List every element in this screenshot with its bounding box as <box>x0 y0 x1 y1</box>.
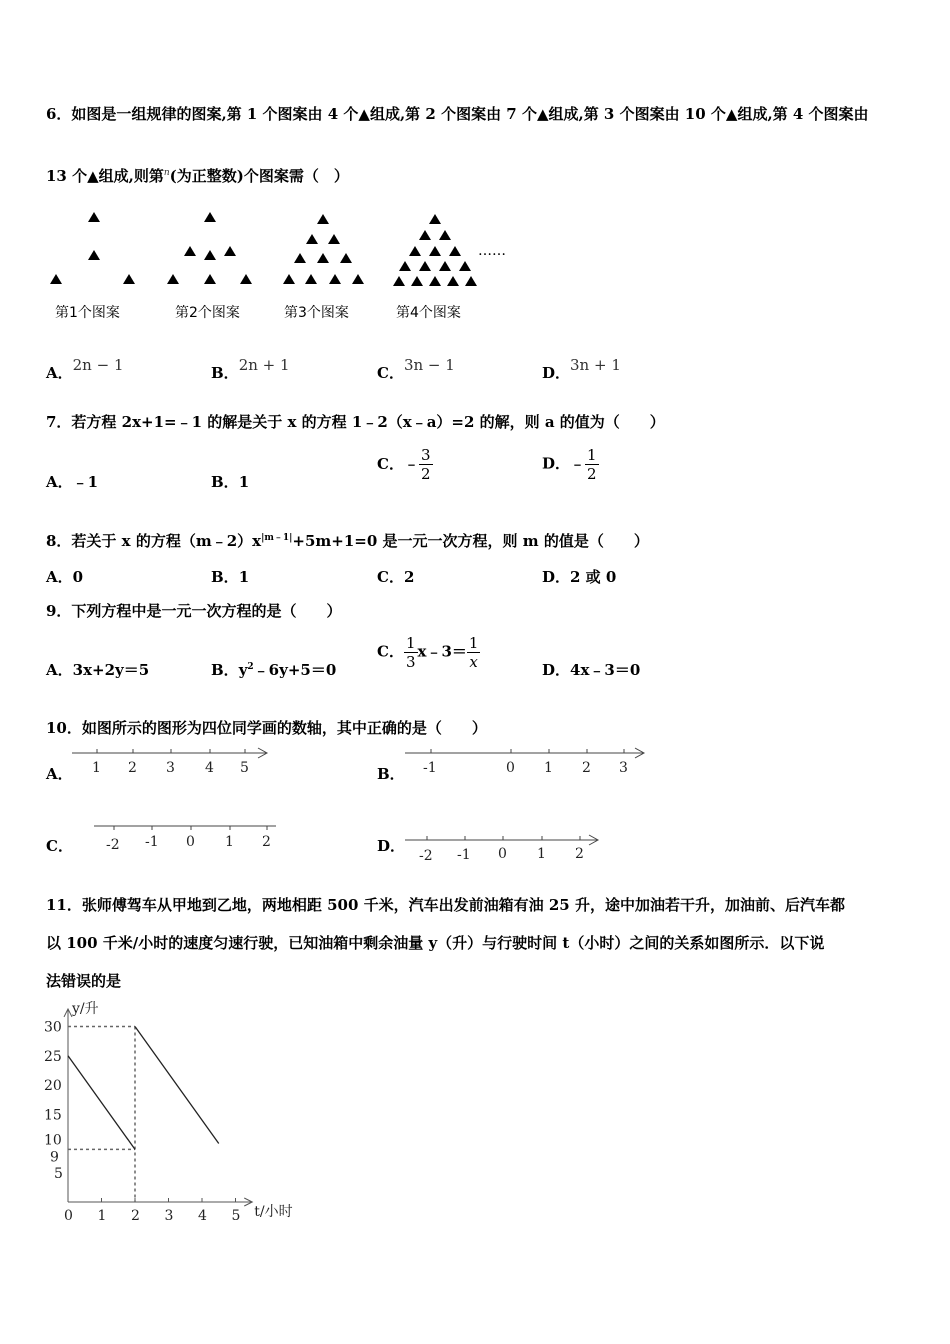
option-value: 2n + 1 <box>238 356 290 374</box>
fraction <box>585 446 599 483</box>
q6-caption-2: 第2个图案 <box>175 305 240 321</box>
fraction-denominator: 2 <box>420 465 431 483</box>
fraction-numerator: 1 <box>405 634 416 652</box>
tick-label: 1 <box>537 846 546 862</box>
option-value: 1 <box>238 568 250 586</box>
q7-option-d[interactable] <box>542 446 599 483</box>
triangle-icon <box>419 261 431 271</box>
triangle-icon <box>429 276 441 286</box>
option-value: 3n + 1 <box>570 356 621 374</box>
tick-label: 2 <box>575 846 584 862</box>
triangle-icon <box>329 274 341 284</box>
triangle-icon <box>204 250 216 260</box>
tick-label: 4 <box>205 760 214 776</box>
triangle-icon <box>393 276 405 286</box>
q6-stem-line2a: 13 个▲组成,则第 <box>46 167 164 185</box>
fraction-numerator: 3 <box>420 446 431 464</box>
x-tick-label: 1 <box>97 1208 107 1224</box>
triangle-icon <box>167 274 179 284</box>
option-value: 3x+2y＝5 <box>72 661 150 679</box>
triangle-icon <box>50 274 62 284</box>
q9-option-d[interactable] <box>542 659 640 680</box>
option-label: A． <box>46 568 73 586</box>
fraction <box>467 634 481 671</box>
tick-label: 0 <box>498 846 507 862</box>
option-label: D． <box>542 661 571 679</box>
y-tick-label: 20 <box>44 1078 62 1094</box>
triangle-icon <box>123 274 135 284</box>
tick-label: 1 <box>92 760 101 776</box>
q11-stem-line2: 以 100 千米/小时的速度匀速行驶，已知油箱中剩余油量 y（升）与行驶时间 t（小时）之间的关系如图所示．以下说 <box>46 934 825 952</box>
triangle-icon <box>204 212 216 222</box>
triangle-icon <box>240 274 252 284</box>
q9-option-c[interactable] <box>377 634 480 671</box>
q6-stem-line2 <box>46 165 349 186</box>
option-value-post: ﹣6y+5＝0 <box>253 661 337 679</box>
triangle-icon <box>411 276 423 286</box>
triangle-icon <box>88 212 100 222</box>
option-value: 3n − 1 <box>403 356 455 374</box>
option-label: C． <box>377 454 404 473</box>
option-label: D． <box>542 568 571 586</box>
y-tick-label: 25 <box>44 1048 62 1065</box>
pattern-2 <box>167 212 252 284</box>
tick-label: -1 <box>145 834 159 850</box>
q9-option-a[interactable] <box>46 659 149 680</box>
x-tick-label: 3 <box>164 1208 174 1224</box>
option-label: B． <box>211 661 239 679</box>
tick-label: -1 <box>423 760 437 776</box>
triangle-icon <box>439 261 451 271</box>
option-value: 4x﹣3＝0 <box>570 661 641 679</box>
q8-option-c[interactable] <box>377 566 414 587</box>
triangle-icon <box>459 261 471 271</box>
q9-option-b[interactable] <box>211 659 336 680</box>
number-line-b[interactable] <box>403 745 648 780</box>
fuel-chart <box>0 990 320 1230</box>
option-sign: ﹣ <box>403 454 419 473</box>
option-label: A． <box>46 364 73 382</box>
fraction-denominator: x <box>469 653 478 671</box>
triangle-icon <box>305 274 317 284</box>
number-line-d[interactable] <box>403 832 603 867</box>
triangle-icon <box>88 250 100 260</box>
option-label: C． <box>377 364 404 382</box>
pattern-3 <box>283 214 364 284</box>
option-value: ﹣1 <box>72 473 99 491</box>
q7-option-b[interactable] <box>211 471 249 492</box>
x-axis-label: t/小时 <box>254 1204 293 1220</box>
q6-option-d[interactable] <box>542 356 621 383</box>
option-label: D． <box>542 364 571 382</box>
q7-option-c[interactable] <box>377 446 433 483</box>
tick-label: 2 <box>582 760 591 776</box>
tick-label: 2 <box>128 760 137 776</box>
q6-caption-3: 第3个图案 <box>284 305 349 321</box>
triangle-icon <box>439 230 451 240</box>
triangle-icon <box>283 274 295 284</box>
q7-option-a[interactable] <box>46 471 98 492</box>
option-value-sup: 2 <box>247 662 254 672</box>
q8-option-a[interactable] <box>46 566 83 587</box>
q11-stem-line3: 法错误的是 <box>46 972 122 990</box>
option-value-pre: y <box>238 661 248 679</box>
fraction-denominator: 3 <box>405 653 416 671</box>
q8-option-b[interactable] <box>211 566 249 587</box>
q6-stem-line2b: (为正整数)个图案需（ ） <box>169 167 349 185</box>
fraction-numerator: 1 <box>587 446 597 464</box>
y-tick-label: 10 <box>44 1132 62 1149</box>
q8-stem-b: +5m+1=0 是一元一次方程，则 m 的值是（ ） <box>292 532 649 550</box>
y-tick-label: 15 <box>44 1107 62 1124</box>
pattern-4 <box>393 214 477 286</box>
option-value-mid: x﹣3＝ <box>417 642 467 661</box>
option-value: 0 <box>72 568 84 586</box>
option-value: 2 <box>403 568 415 586</box>
q6-caption-4: 第4个图案 <box>396 305 461 321</box>
triangle-icon <box>306 234 318 244</box>
x-tick-label: 4 <box>198 1208 207 1224</box>
option-label: D． <box>542 454 571 473</box>
series-line <box>68 1056 135 1150</box>
tick-label: 2 <box>262 834 271 850</box>
option-label: C． <box>377 568 404 586</box>
option-label: A． <box>46 473 73 491</box>
triangle-icon <box>317 214 329 224</box>
triangle-icon <box>294 253 306 263</box>
tick-label: -2 <box>419 848 433 864</box>
q6-option-a[interactable] <box>46 356 124 383</box>
option-label: A． <box>46 661 73 679</box>
tick-label: 5 <box>240 760 249 776</box>
q8-option-d[interactable] <box>542 566 616 587</box>
x-tick-label: 0 <box>64 1208 73 1224</box>
option-label: B． <box>211 364 239 382</box>
q8-exponent: |m﹣1| <box>261 533 293 543</box>
tick-label: -2 <box>106 837 120 853</box>
q8-stem <box>46 530 649 551</box>
q6-variable-n: n <box>163 168 170 178</box>
triangle-icon <box>204 274 216 284</box>
y-axis-label: y/升 <box>72 1000 99 1017</box>
q10-option-c-label[interactable]: C． <box>46 837 73 855</box>
triangle-icon <box>429 246 441 256</box>
q9-stem: 9．下列方程中是一元一次方程的是（ ） <box>46 602 342 620</box>
tick-label: 1 <box>225 834 234 850</box>
triangle-icon <box>447 276 459 286</box>
option-label: B． <box>211 568 239 586</box>
triangle-icon <box>184 246 196 256</box>
option-value: 1 <box>238 473 250 491</box>
series-line <box>135 1027 219 1144</box>
tick-label: -1 <box>457 847 471 863</box>
q10-option-a-label[interactable]: A． <box>46 765 73 783</box>
q7-stem: 7．若方程 2x+1=﹣1 的解是关于 x 的方程 1﹣2（x﹣a）=2 的解，则 a 的值为（ ） <box>46 413 665 431</box>
triangle-icon <box>409 246 421 256</box>
option-sign: ﹣ <box>570 454 586 473</box>
fraction-numerator: 1 <box>468 634 479 652</box>
option-label: B． <box>211 473 239 491</box>
x-tick-label: 2 <box>131 1208 140 1224</box>
x-tick-label: 5 <box>231 1208 241 1224</box>
triangle-icon <box>224 246 236 256</box>
q11-stem-line1: 11．张师傅驾车从甲地到乙地，两地相距 500 千米，汽车出发前油箱有油 25 升，途中加油若干升，加油前、后汽车都 <box>46 896 845 914</box>
tick-label: 0 <box>186 834 195 850</box>
q6-option-b[interactable] <box>211 356 290 383</box>
q10-option-d-label[interactable]: D． <box>377 837 406 855</box>
number-line-c[interactable] <box>92 818 282 858</box>
tick-label: 3 <box>166 760 175 776</box>
q6-option-c[interactable] <box>377 356 455 383</box>
q6-stem-line1: 6．如图是一组规律的图案,第 1 个图案由 4 个▲组成,第 2 个图案由 7 个▲组成,第 3 个图案由 10 个▲组成,第 4 个图案由 <box>46 105 869 123</box>
number-line-a[interactable] <box>70 745 275 780</box>
y-tick-label: 5 <box>54 1165 63 1182</box>
triangle-icon <box>328 234 340 244</box>
fraction-denominator: 2 <box>587 465 597 483</box>
option-value: 2n − 1 <box>72 356 124 374</box>
y-tick-label: 9 <box>50 1149 59 1166</box>
fraction <box>419 446 433 483</box>
triangle-icon <box>465 276 477 286</box>
y-tick-label: 30 <box>44 1019 62 1036</box>
tick-label: 0 <box>506 760 515 776</box>
triangle-icon <box>317 253 329 263</box>
triangle-icon <box>419 230 431 240</box>
q8-stem-a: 8．若关于 x 的方程（m﹣2）x <box>46 532 262 550</box>
triangle-icon <box>340 253 352 263</box>
triangle-icon <box>352 274 364 284</box>
q10-stem: 10．如图所示的图形为四位同学画的数轴，其中正确的是（ ） <box>46 719 487 737</box>
option-value: 2 或 0 <box>570 568 617 586</box>
pattern-ellipsis: …… <box>478 243 506 259</box>
fraction <box>404 634 418 671</box>
tick-label: 1 <box>544 760 553 776</box>
pattern-1 <box>50 212 135 284</box>
tick-label: 3 <box>619 760 628 776</box>
option-label: C． <box>377 642 404 661</box>
q6-caption-1: 第1个图案 <box>55 305 120 321</box>
triangle-icon <box>449 246 461 256</box>
q10-option-b-label[interactable]: B． <box>377 765 405 783</box>
triangle-icon <box>399 261 411 271</box>
triangle-icon <box>429 214 441 224</box>
